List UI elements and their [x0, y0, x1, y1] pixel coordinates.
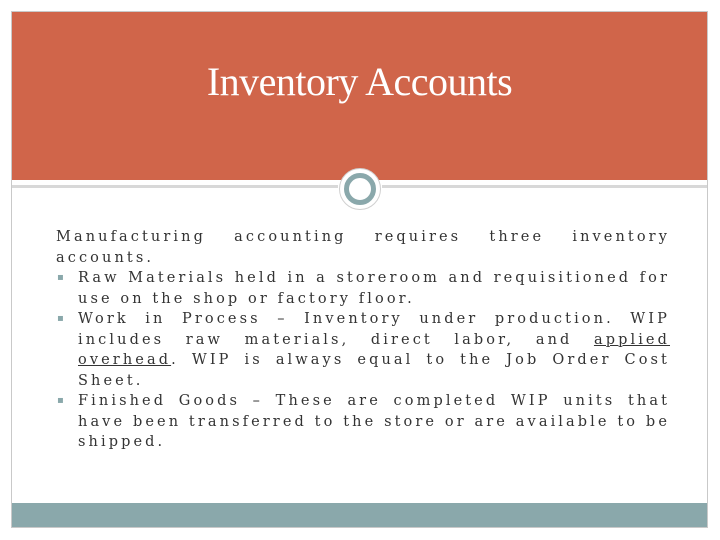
underlined-term: applied overhead [78, 331, 670, 368]
bullet-icon: ▪ [57, 313, 64, 324]
slide-frame [11, 11, 708, 528]
bullet-icon: ▪ [57, 395, 64, 406]
bullet-text: Work in Process – Inventory under production. WIP includes raw materials, direct labor, and [78, 311, 670, 348]
bullet-text: Raw Materials held in a storeroom and requisitioned for use on the shop or factory floor. [78, 270, 670, 307]
slide-title: Inventory Accounts [206, 59, 513, 104]
intro-text: Manufacturing accounting requires three inventory accounts. [56, 229, 670, 266]
bullet-text-end: . WIP is always equal to the Job Order Cost Sheet. [78, 352, 670, 389]
bullet-icon: ▪ [57, 272, 64, 283]
bullet-text: Finished Goods – These are completed WIP units that have been transferred to the store or are available to be shipped. [78, 393, 670, 450]
